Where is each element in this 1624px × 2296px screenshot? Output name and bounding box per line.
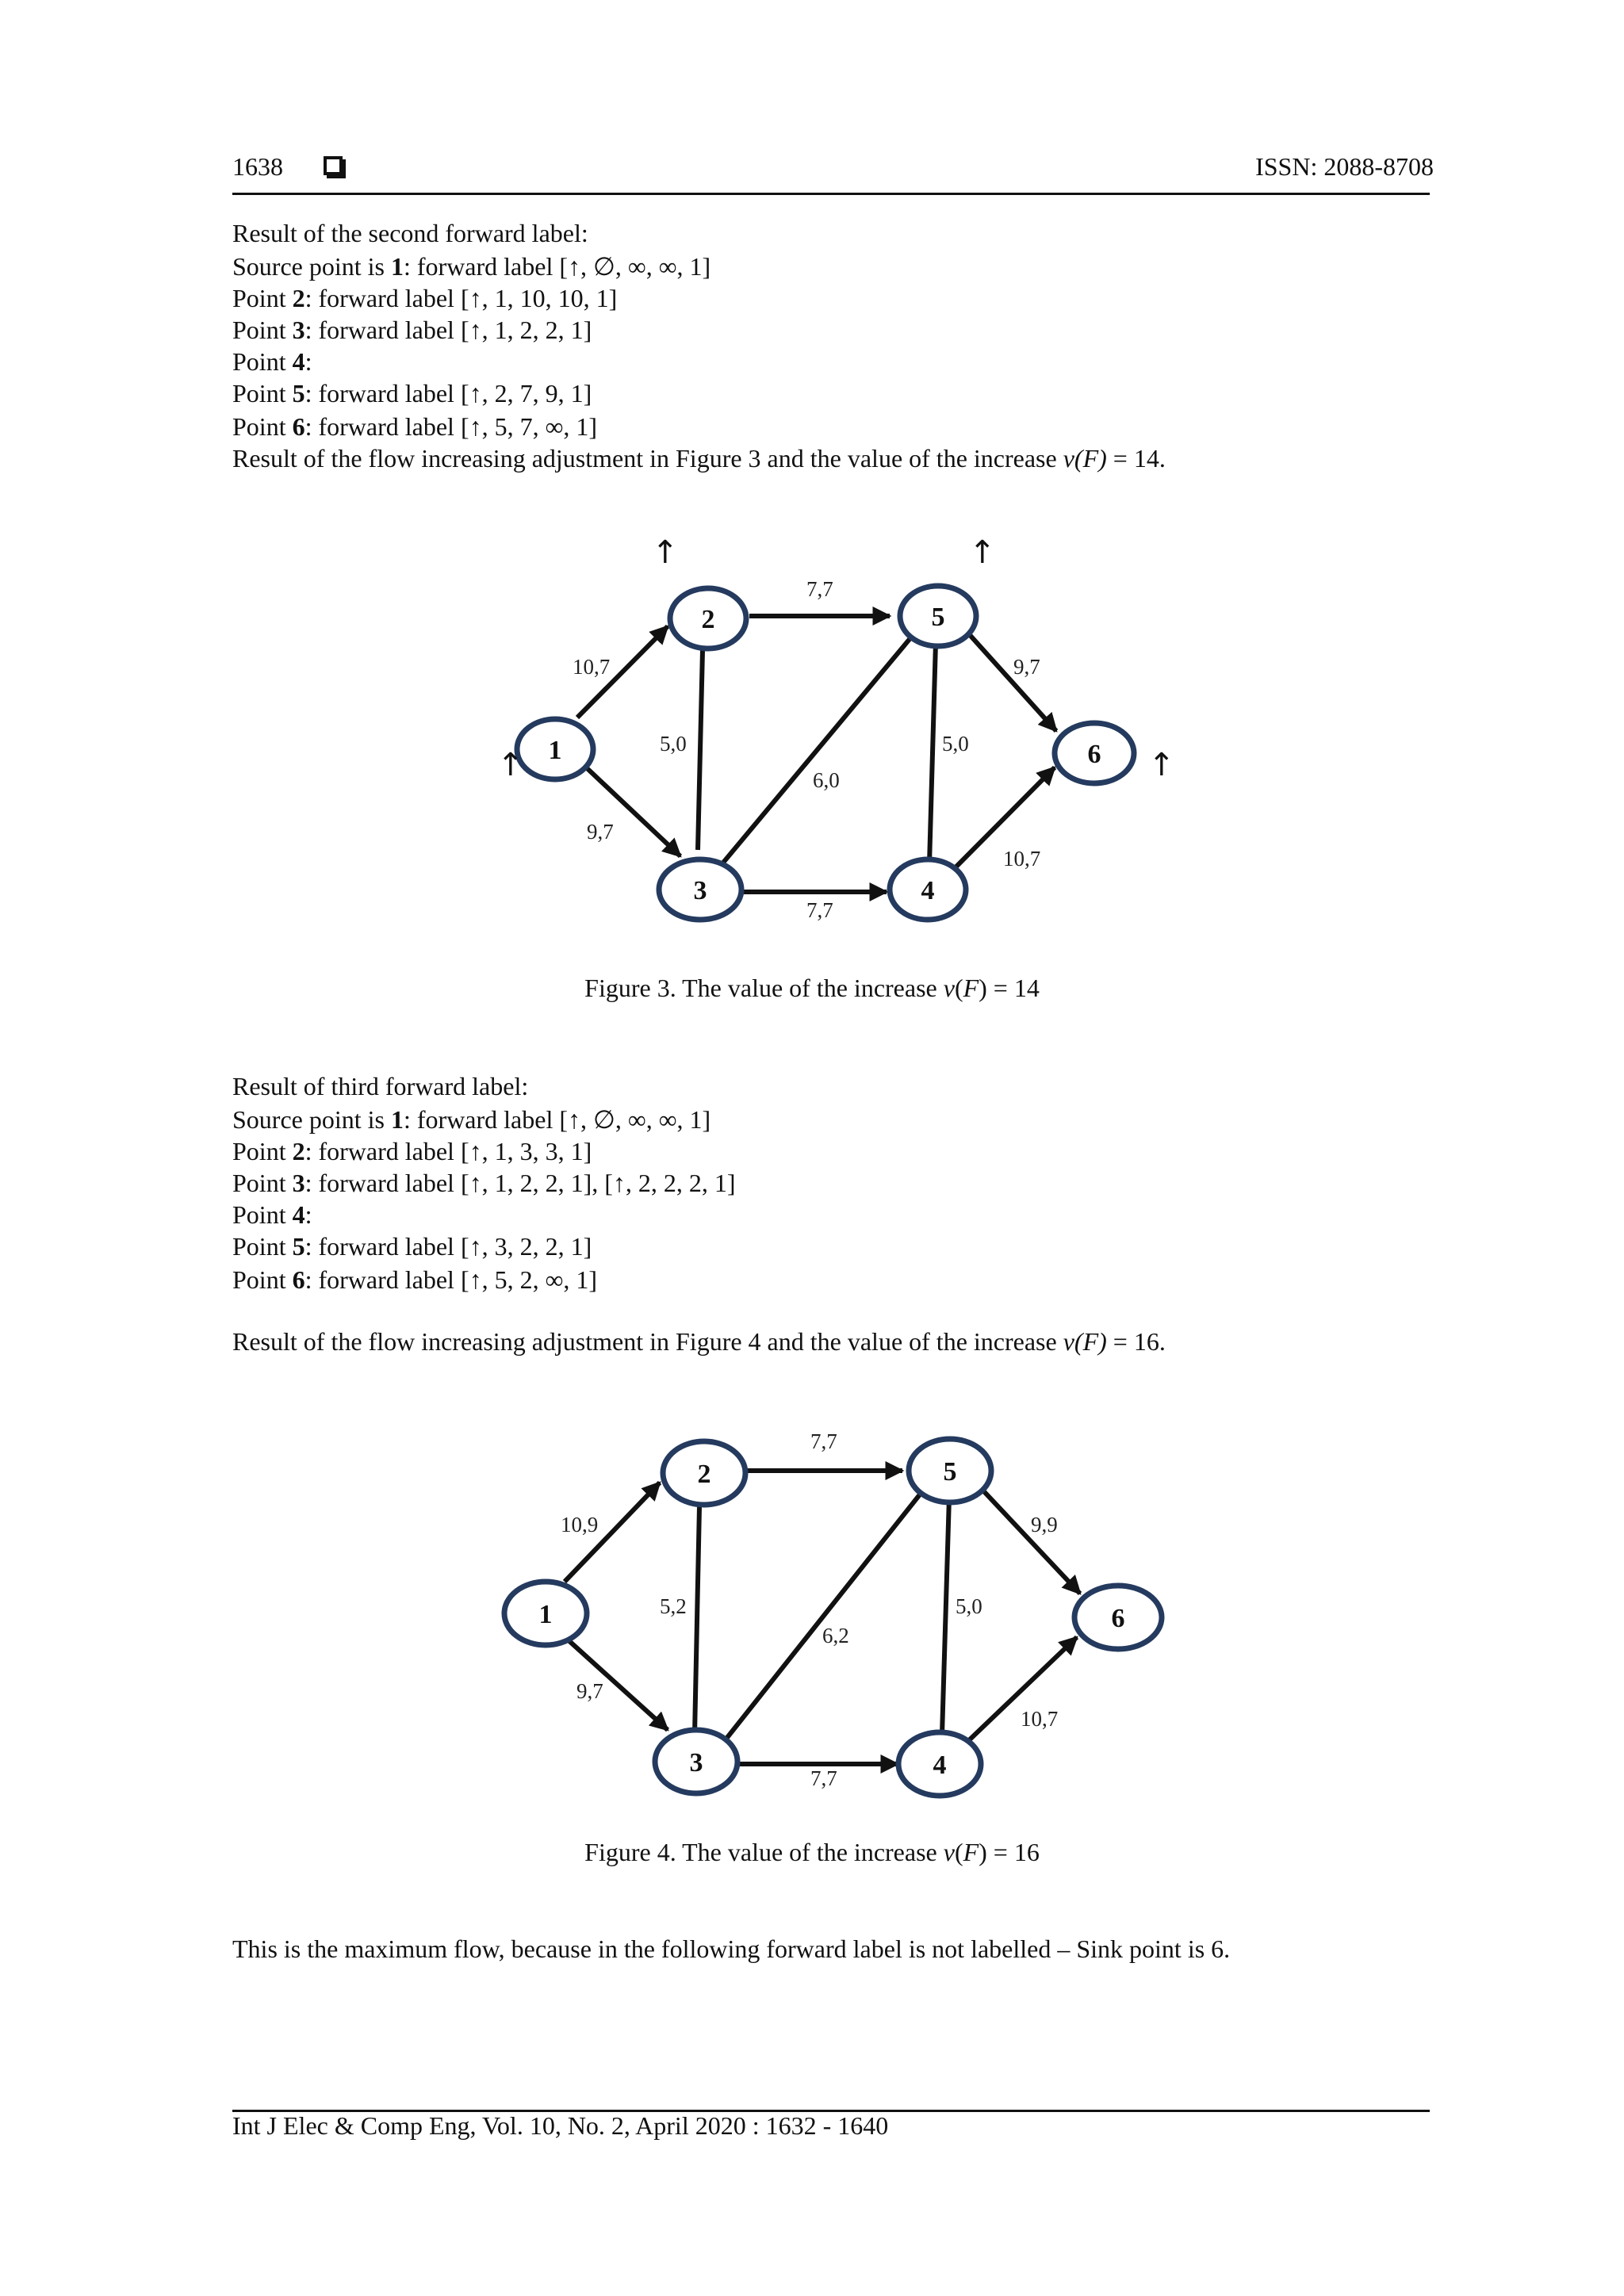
svg-text:3: 3	[693, 876, 707, 905]
figure-3	[0, 523, 1624, 936]
source-point-line: Source point is 1: forward label [↑, ∅, ∞, ∞, 1]	[232, 252, 711, 281]
svg-text:1: 1	[548, 736, 562, 765]
edge-label: 10,7	[1003, 847, 1041, 871]
square-bullet-icon	[324, 156, 343, 175]
point-line: Point 6: forward label [↑, 5, 7, ∞, 1]	[232, 412, 598, 441]
svg-text:3: 3	[689, 1748, 703, 1777]
edge-label: 9,7	[576, 1679, 603, 1703]
second-forward-label-section	[232, 217, 1166, 474]
edge-label: 5,0	[942, 732, 969, 756]
edge-2-3	[698, 650, 703, 850]
result-line: Result of the flow increasing adjustment in Figure 3 and the value of the increase v(F) = 14.	[232, 444, 1166, 473]
edge-label: 5,0	[660, 732, 687, 756]
conclusion-text: This is the maximum flow, because in the following forward label is not labelled – Sink point is 6.	[232, 1934, 1231, 1963]
node-4	[898, 1732, 981, 1796]
edge-label: 7,7	[806, 577, 833, 601]
svg-text:4: 4	[921, 876, 935, 905]
point-line: Point 5: forward label [↑, 2, 7, 9, 1]	[232, 379, 592, 408]
page-number: 1638	[232, 152, 283, 181]
node-6	[1055, 723, 1134, 783]
node-number: 1	[390, 252, 404, 281]
point-line: Point 4:	[232, 347, 312, 376]
edge-label: 5,2	[660, 1594, 687, 1618]
figure-4	[0, 1403, 1624, 1816]
edge-label: 10,7	[573, 655, 611, 679]
edge-label: 9,9	[1031, 1513, 1058, 1536]
node-1	[504, 1582, 587, 1645]
point-line: Point 6: forward label [↑, 5, 2, ∞, 1]	[232, 1265, 598, 1294]
section-intro: Result of third forward label:	[232, 1072, 529, 1100]
svg-text:4: 4	[933, 1751, 947, 1780]
header-rule	[232, 193, 1430, 195]
node-4	[890, 859, 966, 920]
up-arrow-icon: ↑	[969, 534, 996, 571]
svg-text:2: 2	[697, 1460, 711, 1489]
point-line: Point 3: forward label [↑, 1, 2, 2, 1]	[232, 316, 592, 344]
node-1	[517, 719, 593, 779]
point-line: Point 5: forward label [↑, 3, 2, 2, 1]	[232, 1232, 592, 1261]
node-6	[1074, 1586, 1162, 1649]
edge-5-6	[963, 628, 1056, 731]
edge-label: 10,7	[1021, 1707, 1059, 1731]
svg-text:5: 5	[931, 603, 945, 632]
issn: ISSN: 2088-8708	[1255, 152, 1434, 181]
edge-label: 9,7	[1013, 655, 1040, 679]
node-3	[659, 859, 741, 920]
point-line: Point 3: forward label [↑, 1, 2, 2, 1], [↑, 2, 2, 2, 1]	[232, 1169, 736, 1197]
point-line: Point 4:	[232, 1200, 312, 1229]
edge-5-4	[942, 1497, 949, 1735]
edge-label: 6,2	[822, 1624, 849, 1647]
edge-label: 7,7	[810, 1429, 837, 1453]
third-forward-label-section	[232, 1070, 1166, 1357]
svg-text:6: 6	[1087, 740, 1101, 769]
edge-3-5	[723, 1494, 920, 1743]
svg-text:6: 6	[1111, 1604, 1125, 1633]
edge-5-6	[979, 1487, 1080, 1594]
up-arrow-icon: ↑	[497, 747, 524, 783]
figure-4-caption: Figure 4. The value of the increase v(F) = 16	[584, 1838, 1040, 1866]
node-3	[655, 1730, 737, 1793]
source-point-line: Source point is 1: forward label [↑, ∅, ∞, ∞, 1]	[232, 1105, 711, 1134]
up-arrow-icon: ↑	[652, 534, 679, 571]
edge-label: 10,9	[561, 1513, 599, 1536]
section-intro: Result of the second forward label:	[232, 219, 588, 247]
node-5	[909, 1439, 991, 1502]
svg-text:2: 2	[701, 605, 715, 634]
edge-3-5	[723, 638, 910, 863]
node-5	[900, 586, 976, 646]
svg-text:5: 5	[943, 1457, 957, 1487]
edge-label: 5,0	[956, 1594, 982, 1618]
edge-label: 7,7	[806, 898, 833, 922]
edge-label: 6,0	[813, 768, 840, 792]
edge-2-3	[695, 1506, 699, 1735]
node-2	[670, 588, 746, 649]
point-line: Point 2: forward label [↑, 1, 10, 10, 1]	[232, 284, 618, 312]
edge-5-4	[929, 642, 936, 864]
figure-3-caption: Figure 3. The value of the increase v(F) = 14	[584, 974, 1040, 1002]
conclusion-paragraph	[232, 1933, 1230, 1965]
edge-label: 7,7	[810, 1766, 837, 1790]
result-line: Result of the flow increasing adjustment in Figure 4 and the value of the increase v(F) = 16.	[232, 1327, 1166, 1356]
footer-citation: Int J Elec & Comp Eng, Vol. 10, No. 2, April 2020 : 1632 - 1640	[232, 2111, 889, 2140]
node-2	[663, 1441, 745, 1505]
up-arrow-icon: ↑	[1148, 747, 1175, 783]
edge-label: 9,7	[587, 820, 614, 844]
svg-text:1: 1	[538, 1600, 553, 1629]
point-line: Point 2: forward label [↑, 1, 3, 3, 1]	[232, 1137, 592, 1165]
